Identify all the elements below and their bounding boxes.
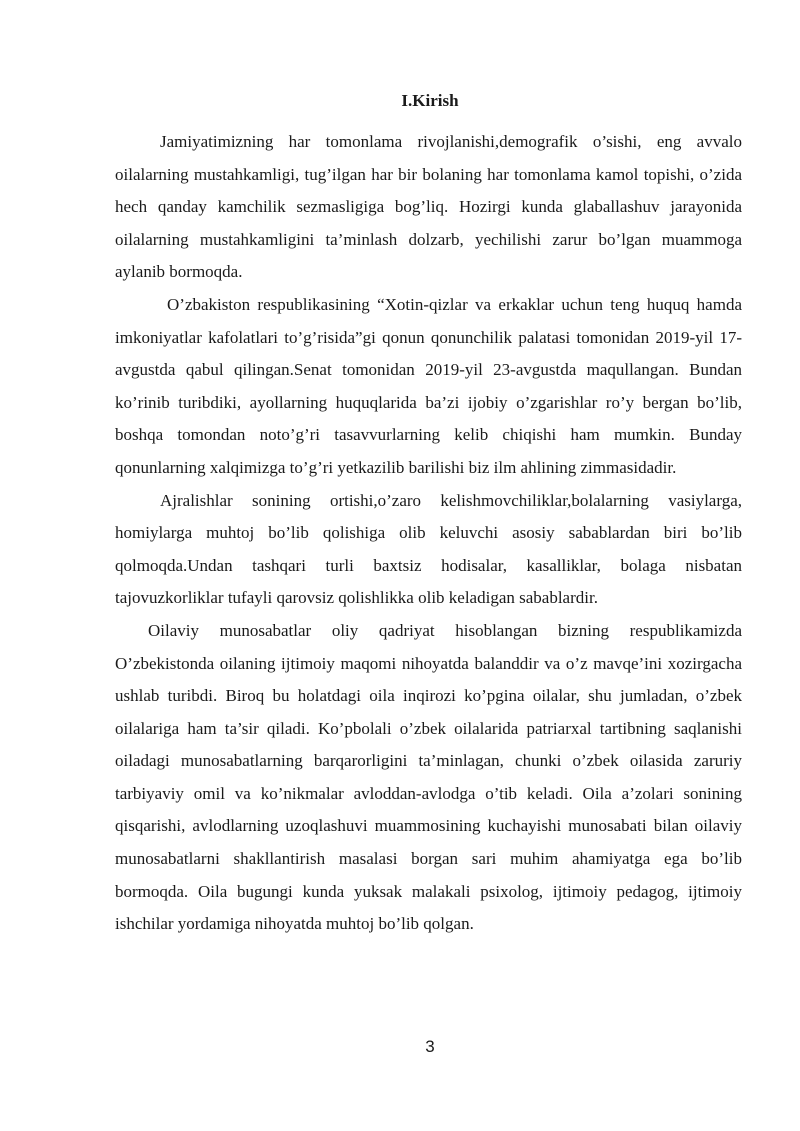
paragraph-law: O’zbakiston respublikasining “Xotin-qizlar va erkaklar uchun teng huquq hamda imkoniyatlar kafolatlari to’g’risida”gi qonun qonunchilik palatasi tomonidan 2019-yil 17-avgustda qabul qilingan.Senat tomonidan 2019-yil 23-avgustda maqullangan. Bundan ko’rinib turibdiki, ayollarning huquqlarida ba’zi ijobiy o’zgarishlar ro’y bergan bo’lib, boshqa tomondan noto’g’ri tasavvurlarning kelib chiqishi ham mumkin. Bunday qonunlarning xalqimizga to’g’ri yetkazilib barilishi biz ilm ahlining zimmasidadir. — [115, 294, 742, 477]
page-number: 3 — [425, 1037, 435, 1056]
paragraph-divorce: Ajralishlar sonining ortishi,o’zaro kelishmovchiliklar,bolalarning vasiylarga, homiylarga muhtoj bo’lib qolishiga olib keluvchi asosiy sabablardan biri bo’lib qolmoqda.Undan tashqari turli baxtsiz hodisalar, kasalliklar, bolaga nisbatan tajovuzkorliklar tufayli qarovsiz qolishlikka olib keladigan sabablardir. — [115, 490, 742, 608]
paragraph-intro: Jamiyatimizning har tomonlama rivojlanishi,demografik o’sishi, eng avvalo oilalarning mustahkamligi, tug’ilgan har bir bolaning har tomonlama kamol topishi, o’zida hech qanday kamchilik sezmasligiga bog’liq. Hozirgi kunda glaballashuv jarayonida oilalarning mustahkamligini ta’minlash dolzarb, yechilishi zarur bo’lgan muammoga aylanib bormoqda. — [115, 132, 742, 282]
section-heading: I.Kirish — [401, 91, 459, 110]
paragraph-family-relations: Oilaviy munosabatlar oliy qadriyat hisoblangan bizning respublikamizda O’zbekistonda oilaning ijtimoiy maqomi nihoyatda balanddir va o’z mavqe’ini xozirgacha ushlab turibdi. Biroq bu holatdagi oila inqirozi ko’pgina oilalar, shu jumladan, o’zbek oilalariga ham ta’sir qiladi. Ko’pbolali o’zbek oilalarida patriarxal tartibning saqlanishi oiladagi munosabatlarning barqarorligini ta’minlagan, chunki o’zbek oilasida zaruriy tarbiyaviy omil va ko’nikmalar avloddan-avlodga o’tib keladi. Oila a’zolari sonining qisqarishi, avlodlarning uzoqlashuvi muammosining kuchayishi munosabati bilan oilaviy munosabatlarni shakllantirish masalasi borgan sari muhim ahamiyatga ega bo’lib bormoqda. Oila bugungi kunda yuksak malakali psixolog, ijtimoiy pedagog, ijtimoiy ishchilar yordamiga nihoyatda muhtoj bo’lib qolgan. — [115, 620, 742, 934]
body-text — [115, 126, 742, 941]
